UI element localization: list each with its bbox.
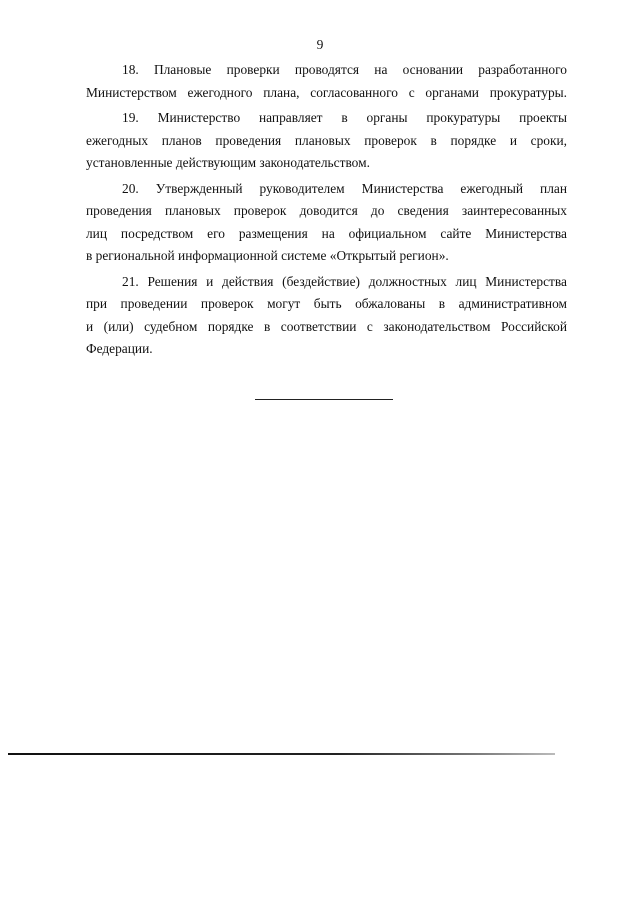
paragraph-line: 19. Министерство направляет в органы прокуратуры проекты — [122, 110, 567, 125]
end-separator-line — [255, 399, 393, 400]
paragraph-line: Федерации. — [86, 341, 153, 356]
paragraph-line: ежегодных планов проведения плановых проверок в порядке и сроки, — [86, 132, 567, 148]
paragraph-19 — [86, 107, 567, 175]
paragraph-line: 21. Решения и действия (бездействие) должностных лиц Министерства — [122, 273, 567, 289]
document-body — [86, 59, 567, 364]
paragraph-20 — [86, 178, 567, 268]
paragraph-line: в региональной информационной системе «Открытый регион». — [86, 248, 449, 263]
paragraph-line: при проведении проверок могут быть обжалованы в административном — [86, 296, 567, 311]
paragraph-line: 18. Плановые проверки проводятся на основании разработанного — [122, 62, 567, 77]
paragraph-line: 20. Утвержденный руководителем Министерства ежегодный план — [122, 180, 567, 196]
paragraph-line: установленные действующим законодательством. — [86, 155, 370, 170]
paragraph-18 — [86, 59, 567, 104]
paragraph-line: проведения плановых проверок доводится до сведения заинтересованных — [86, 203, 567, 218]
paragraph-line: и (или) судебном порядке в соответствии с законодательством Российской — [86, 318, 567, 334]
paragraph-21 — [86, 271, 567, 361]
paragraph-line: Министерством ежегодного плана, согласованного с органами прокуратуры. — [86, 84, 567, 100]
scan-edge-line — [8, 753, 555, 755]
page-number: 9 — [316, 37, 324, 52]
paragraph-line: лиц посредством его размещения на официальном сайте Министерства — [86, 225, 567, 241]
